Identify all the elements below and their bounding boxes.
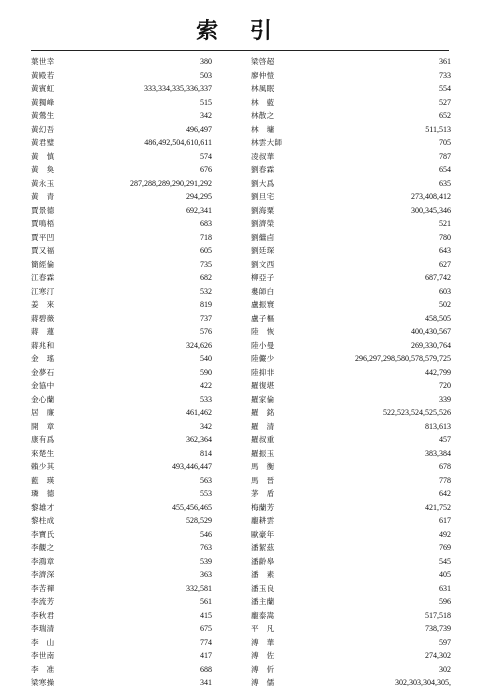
entry-pages: 778 <box>439 475 451 485</box>
entry-name: 賈景德 <box>31 205 55 215</box>
index-entry <box>31 528 212 542</box>
index-entry <box>251 285 451 299</box>
entry-name: 黃 慎 <box>31 151 55 161</box>
index-entry <box>31 447 212 461</box>
entry-name: 李寶氏 <box>31 529 55 539</box>
index-entry <box>251 541 451 555</box>
index-entry <box>31 555 212 569</box>
entry-name: 廖仲愷 <box>251 70 275 80</box>
entry-name: 李 山 <box>31 637 55 647</box>
index-entry <box>251 204 451 218</box>
index-entry <box>251 406 451 420</box>
entry-pages: 553 <box>200 489 212 498</box>
index-entry <box>251 163 451 177</box>
entry-name: 盧振寰 <box>251 300 275 309</box>
entry-name: 林雲大師 <box>251 138 283 147</box>
entry-name: 潘絜茲 <box>251 543 275 552</box>
entry-name: 黃 奐 <box>31 165 55 174</box>
entry-pages: 813,613 <box>425 421 451 431</box>
index-entry <box>251 663 451 677</box>
entry-name: 劉濟榮 <box>251 219 275 228</box>
entry-name: 劉春霖 <box>251 165 275 174</box>
entry-name: 溥 儒 <box>251 678 275 687</box>
index-entry <box>251 231 451 245</box>
page-title: 索 引 <box>196 18 284 44</box>
index-entry <box>31 96 212 110</box>
entry-name: 居 廉 <box>31 408 55 417</box>
entry-pages: 539 <box>200 556 212 566</box>
index-entry <box>31 150 212 164</box>
index-entry <box>31 649 212 663</box>
entry-pages: 605 <box>200 246 212 255</box>
entry-name: 潘齡皋 <box>251 556 275 566</box>
entry-pages: 461,462 <box>186 408 212 417</box>
index-entry <box>251 312 451 326</box>
index-entry <box>251 582 451 596</box>
entry-pages: 383,384 <box>425 448 451 458</box>
index-entry <box>251 501 451 515</box>
entry-name: 梅蘭芳 <box>251 502 275 512</box>
entry-name: 潘玉良 <box>251 583 275 593</box>
entry-name: 黃鶯生 <box>31 111 55 120</box>
entry-pages: 342 <box>200 111 212 120</box>
entry-name: 黃殿若 <box>31 70 55 80</box>
index-entry <box>31 636 212 650</box>
index-entry <box>31 163 212 177</box>
index-entry <box>31 487 212 501</box>
entry-name: 蔣兆和 <box>31 340 55 350</box>
entry-name: 金夢石 <box>31 367 55 377</box>
entry-name: 馬 晉 <box>251 475 275 485</box>
entry-name: 梁啓超 <box>251 57 275 66</box>
entry-name: 龐泰嵩 <box>251 610 275 620</box>
entry-name: 梁寒操 <box>31 678 55 687</box>
index-entry <box>31 123 212 137</box>
entry-name: 李鴻章 <box>31 556 55 566</box>
entry-pages: 540 <box>200 354 212 363</box>
entry-pages: 492 <box>439 529 451 539</box>
entry-name: 羅家倫 <box>251 394 275 404</box>
entry-pages: 769 <box>439 543 451 552</box>
entry-pages: 405 <box>439 570 451 579</box>
index-entry <box>31 582 212 596</box>
entry-name: 李秋君 <box>31 610 55 620</box>
entry-pages: 533 <box>200 394 212 404</box>
entry-name: 陸儼少 <box>251 354 275 363</box>
entry-pages: 687,742 <box>425 273 451 282</box>
index-entry <box>31 231 212 245</box>
entry-pages: 486,492,504,610,611 <box>144 138 212 147</box>
index-entry <box>251 177 451 191</box>
index-entry <box>31 595 212 609</box>
entry-name: 璘 德 <box>31 489 55 498</box>
entry-pages: 503 <box>200 70 212 80</box>
index-entry <box>31 109 212 123</box>
entry-pages: 561 <box>200 597 212 606</box>
index-entry <box>31 393 212 407</box>
entry-pages: 737 <box>200 313 212 323</box>
entry-pages: 631 <box>439 583 451 593</box>
entry-pages: 652 <box>439 111 451 120</box>
entry-pages: 738,739 <box>425 624 451 633</box>
entry-name: 陸 恢 <box>251 327 275 336</box>
entry-name: 蔣 蓮 <box>31 327 55 336</box>
entry-name: 茅 盾 <box>251 489 275 498</box>
entry-name: 李世南 <box>31 651 55 660</box>
entry-pages: 705 <box>439 138 451 147</box>
entry-pages: 688 <box>200 664 212 674</box>
entry-pages: 574 <box>200 151 212 161</box>
entry-name: 林風眠 <box>251 84 275 93</box>
index-entry <box>31 609 212 623</box>
entry-name: 賴少其 <box>31 462 55 471</box>
index-entry <box>31 325 212 339</box>
entry-pages: 363 <box>200 570 212 579</box>
entry-name: 李瑞清 <box>31 624 55 633</box>
entry-name: 凌叔華 <box>251 151 275 161</box>
entry-pages: 458,505 <box>425 313 451 323</box>
entry-pages: 545 <box>439 556 451 566</box>
index-entry <box>251 636 451 650</box>
index-entry <box>31 568 212 582</box>
index-entry <box>251 609 451 623</box>
entry-pages: 678 <box>439 462 451 471</box>
entry-name: 劉廷琛 <box>251 246 275 255</box>
entry-pages: 597 <box>439 637 451 647</box>
entry-pages: 528,529 <box>186 516 212 525</box>
entry-pages: 682 <box>200 273 212 282</box>
entry-name: 盧子樞 <box>251 313 275 323</box>
index-entry <box>251 595 451 609</box>
entry-name: 劉文西 <box>251 259 275 269</box>
entry-name: 江寒汀 <box>31 286 55 296</box>
entry-pages: 718 <box>200 232 212 242</box>
entry-name: 金 瑤 <box>31 354 55 363</box>
entry-pages: 774 <box>200 637 212 647</box>
index-entry <box>31 177 212 191</box>
entry-pages: 554 <box>439 84 451 93</box>
index-entry <box>31 285 212 299</box>
entry-name: 劉大爲 <box>251 178 275 188</box>
entry-name: 羅叔重 <box>251 435 275 444</box>
entry-pages: 642 <box>439 489 451 498</box>
entry-pages: 302,303,304,305, <box>395 678 451 687</box>
index-entry <box>251 150 451 164</box>
entry-pages: 324,626 <box>186 340 212 350</box>
index-entry <box>31 190 212 204</box>
entry-name: 黃賓虹 <box>31 84 55 93</box>
index-entry <box>251 676 451 690</box>
entry-pages: 527 <box>439 97 451 107</box>
entry-pages: 361 <box>439 57 451 66</box>
index-entry <box>31 460 212 474</box>
entry-pages: 511,513 <box>425 124 451 134</box>
index-entry <box>31 406 212 420</box>
index-entry <box>251 555 451 569</box>
entry-pages: 333,334,335,336,337 <box>144 84 212 93</box>
entry-pages: 515 <box>200 97 212 107</box>
index-entry <box>31 298 212 312</box>
index-entry <box>31 204 212 218</box>
entry-pages: 517,518 <box>425 610 451 620</box>
entry-pages: 676 <box>200 165 212 174</box>
entry-name: 黃幻吾 <box>31 124 55 134</box>
index-entry <box>251 123 451 137</box>
index-entry <box>31 339 212 353</box>
index-entry <box>31 136 212 150</box>
entry-name: 黃永玉 <box>31 178 55 188</box>
entry-name: 李濟深 <box>31 570 55 579</box>
index-entry <box>251 622 451 636</box>
index-entry <box>251 649 451 663</box>
entry-pages: 457 <box>439 435 451 444</box>
entry-pages: 442,799 <box>425 367 451 377</box>
index-entry <box>31 258 212 272</box>
entry-pages: 273,408,412 <box>411 192 451 201</box>
index-entry <box>251 352 451 366</box>
entry-pages: 362,364 <box>186 435 212 444</box>
entry-pages: 546 <box>200 529 212 539</box>
entry-name: 劉旦宅 <box>251 192 275 201</box>
entry-name: 林 墉 <box>251 124 275 134</box>
index-entry <box>31 217 212 231</box>
entry-pages: 635 <box>439 178 451 188</box>
index-entry <box>251 82 451 96</box>
entry-name: 馬 衡 <box>251 462 275 471</box>
index-entry <box>251 568 451 582</box>
entry-pages: 339 <box>439 394 451 404</box>
entry-pages: 421,752 <box>425 502 451 512</box>
entry-name: 藍 瑛 <box>31 475 55 485</box>
index-entry <box>251 528 451 542</box>
entry-pages: 380 <box>200 57 212 66</box>
entry-name: 柳亞子 <box>251 273 275 282</box>
entry-name: 黃獨峰 <box>31 97 55 107</box>
index-entry <box>251 393 451 407</box>
entry-name: 劉海粟 <box>251 205 275 215</box>
entry-name: 羅 銘 <box>251 408 275 417</box>
index-entry <box>251 474 451 488</box>
entry-pages: 563 <box>200 475 212 485</box>
entry-name: 婁師白 <box>251 286 275 296</box>
index-entry <box>31 352 212 366</box>
index-entry <box>31 420 212 434</box>
index-entry <box>31 271 212 285</box>
entry-name: 溥 伒 <box>251 664 275 674</box>
entry-name: 羅振玉 <box>251 448 275 458</box>
entry-name: 葉世幸 <box>31 57 55 66</box>
entry-name: 李 准 <box>31 664 55 674</box>
index-entry <box>251 55 451 69</box>
entry-pages: 733 <box>439 70 451 80</box>
entry-name: 羅復堪 <box>251 381 275 390</box>
title-divider <box>31 50 449 51</box>
index-entry <box>251 258 451 272</box>
entry-pages: 422 <box>200 381 212 390</box>
entry-name: 黎柱成 <box>31 516 55 525</box>
index-entry <box>31 69 212 83</box>
index-entry <box>251 514 451 528</box>
entry-name: 李觀之 <box>31 543 55 552</box>
index-entry <box>251 447 451 461</box>
entry-pages: 819 <box>200 300 212 309</box>
index-entry <box>251 244 451 258</box>
entry-pages: 287,288,289,290,291,292 <box>130 178 212 188</box>
entry-pages: 627 <box>439 259 451 269</box>
index-entry <box>251 298 451 312</box>
entry-name: 開 章 <box>31 421 55 431</box>
entry-name: 李苦禪 <box>31 583 55 593</box>
entry-name: 陸抑非 <box>251 367 275 377</box>
entry-pages: 294,295 <box>186 192 212 201</box>
entry-name: 黃君璧 <box>31 138 55 147</box>
index-entry <box>251 379 451 393</box>
entry-name: 來楚生 <box>31 448 55 458</box>
entry-name: 蔣碧薇 <box>31 313 55 323</box>
entry-name: 黃 青 <box>31 192 55 201</box>
entry-pages: 617 <box>439 516 451 525</box>
entry-name: 賈鳴梧 <box>31 219 55 228</box>
entry-name: 潘主蘭 <box>251 597 275 606</box>
index-entry <box>251 109 451 123</box>
entry-pages: 400,430,567 <box>411 327 451 336</box>
entry-pages: 814 <box>200 448 212 458</box>
index-entry <box>31 622 212 636</box>
entry-pages: 603 <box>439 286 451 296</box>
index-entry <box>251 217 451 231</box>
index-entry <box>31 501 212 515</box>
entry-pages: 683 <box>200 219 212 228</box>
entry-name: 姜 來 <box>31 300 55 309</box>
entry-name: 黎雄才 <box>31 502 55 512</box>
index-entry <box>251 433 451 447</box>
entry-pages: 417 <box>200 651 212 660</box>
entry-pages: 521 <box>439 219 451 228</box>
entry-pages: 780 <box>439 232 451 242</box>
entry-name: 金心蘭 <box>31 394 55 404</box>
index-column-left <box>31 55 212 690</box>
index-column-right <box>251 55 451 690</box>
entry-name: 陸小曼 <box>251 340 275 350</box>
index-entry <box>31 676 212 690</box>
entry-name: 江春霖 <box>31 273 55 282</box>
index-entry <box>31 433 212 447</box>
entry-pages: 675 <box>200 624 212 633</box>
index-entry <box>31 366 212 380</box>
entry-pages: 502 <box>439 300 451 309</box>
index-entry <box>251 460 451 474</box>
entry-name: 賈又福 <box>31 246 55 255</box>
entry-pages: 596 <box>439 597 451 606</box>
entry-pages: 296,297,298,580,578,579,725 <box>355 354 451 363</box>
entry-name: 溥 華 <box>251 637 275 647</box>
index-entry <box>251 420 451 434</box>
index-entry <box>31 514 212 528</box>
entry-name: 林 藍 <box>251 97 275 107</box>
entry-name: 溥 佐 <box>251 651 275 660</box>
entry-pages: 300,345,346 <box>411 205 451 215</box>
index-entry <box>251 366 451 380</box>
entry-name: 潘 素 <box>251 570 275 579</box>
index-entry <box>31 312 212 326</box>
entry-pages: 415 <box>200 610 212 620</box>
entry-pages: 643 <box>439 246 451 255</box>
index-entry <box>251 136 451 150</box>
entry-pages: 341 <box>200 678 212 687</box>
entry-name: 平 凡 <box>251 624 275 633</box>
entry-pages: 274,302 <box>425 651 451 660</box>
index-entry <box>251 69 451 83</box>
entry-name: 李流芳 <box>31 597 55 606</box>
index-entry <box>251 271 451 285</box>
entry-name: 歐豪年 <box>251 529 275 539</box>
entry-pages: 342 <box>200 421 212 431</box>
entry-pages: 735 <box>200 259 212 269</box>
index-entry <box>31 474 212 488</box>
index-entry <box>31 541 212 555</box>
entry-pages: 522,523,524,525,526 <box>383 408 451 417</box>
entry-pages: 493,446,447 <box>172 462 212 471</box>
entry-pages: 496,497 <box>186 124 212 134</box>
entry-name: 龐耕雲 <box>251 516 275 525</box>
entry-name: 康有爲 <box>31 435 55 444</box>
index-entry <box>251 325 451 339</box>
entry-pages: 692,341 <box>186 205 212 215</box>
index-entry <box>251 339 451 353</box>
entry-pages: 787 <box>439 151 451 161</box>
entry-pages: 455,456,465 <box>172 502 212 512</box>
index-entry <box>251 96 451 110</box>
entry-pages: 332,581 <box>186 583 212 593</box>
entry-pages: 720 <box>439 381 451 390</box>
entry-name: 金協中 <box>31 381 55 390</box>
entry-pages: 576 <box>200 327 212 336</box>
entry-pages: 269,330,764 <box>411 340 451 350</box>
entry-pages: 654 <box>439 165 451 174</box>
index-entry <box>31 663 212 677</box>
entry-pages: 590 <box>200 367 212 377</box>
index-entry <box>31 82 212 96</box>
entry-name: 林散之 <box>251 111 275 120</box>
entry-pages: 532 <box>200 286 212 296</box>
index-entry <box>251 190 451 204</box>
entry-name: 羅 清 <box>251 421 275 431</box>
entry-pages: 302 <box>439 664 451 674</box>
entry-name: 簡經倫 <box>31 259 55 269</box>
index-entry <box>251 487 451 501</box>
entry-pages: 763 <box>200 543 212 552</box>
index-entry <box>31 55 212 69</box>
entry-name: 劉繼卣 <box>251 232 275 242</box>
entry-name: 賈平凹 <box>31 232 55 242</box>
index-entry <box>31 244 212 258</box>
index-entry <box>31 379 212 393</box>
